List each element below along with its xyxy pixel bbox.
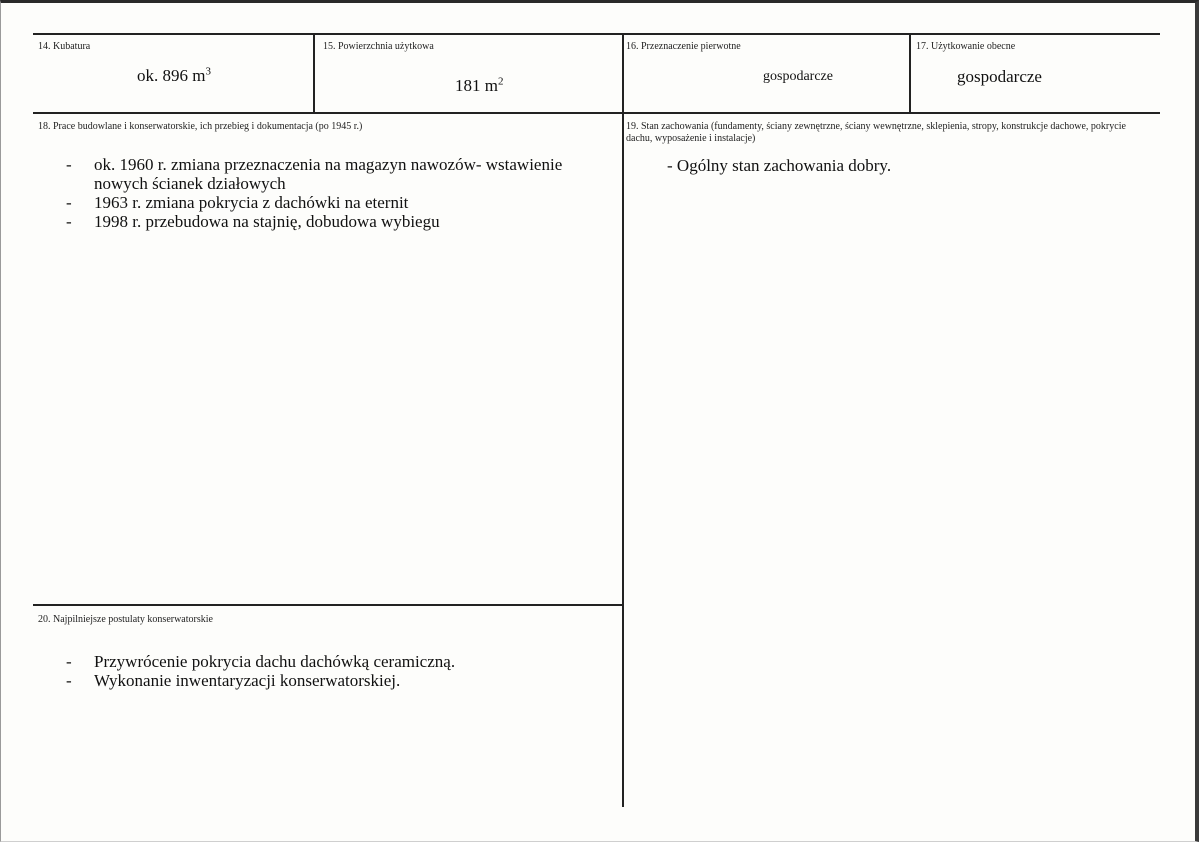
list-item: - 1963 r. zmiana pokrycia z dachówki na eternit xyxy=(66,193,409,212)
list-item: - Przywrócenie pokrycia dachu dachówką ceramiczną. xyxy=(66,652,456,671)
powierzchnia-text: 181 m xyxy=(455,76,498,95)
field-19-label: 19. Stan zachowania (fundamenty, ściany zewnętrzne, ściany wewnętrzne, sklepienia, stropy, konstrukcje dachowe, pokrycie dachu, wyposażenie i instalacje) xyxy=(626,121,1126,144)
field-20-list xyxy=(66,652,586,690)
field-18-label: 18. Prace budowlane i konserwatorskie, ich przebieg i dokumentacja (po 1945 r.) xyxy=(38,121,363,132)
field-16-label: 16. Przeznaczenie pierwotne xyxy=(626,41,741,52)
field-14-value xyxy=(137,66,211,86)
field-17-label: 17. Użytkowanie obecne xyxy=(916,41,1016,52)
powierzchnia-exponent: 2 xyxy=(497,75,504,88)
field-15-value xyxy=(455,76,503,96)
field-16-value: gospodarcze xyxy=(763,69,833,84)
col-divider-15 xyxy=(313,33,315,114)
field-20-label: 20. Najpilniejsze postulaty konserwatorskie xyxy=(38,614,213,625)
list-item: - ok. 1960 r. zmiana przeznaczenia na magazyn nawozów- wstawienie nowych ścianek działowych xyxy=(66,155,563,193)
field-18-list xyxy=(66,155,586,231)
top-rule xyxy=(33,33,1160,35)
kubatura-exponent: 3 xyxy=(205,65,211,78)
col-divider-main xyxy=(622,33,624,807)
field-14-label: 14. Kubatura xyxy=(38,41,91,52)
list-item: - Wykonanie inwentaryzacji konserwatorskiej. xyxy=(66,671,401,690)
field-15-label: 15. Powierzchnia użytkowa xyxy=(323,41,434,52)
field-17-value: gospodarcze xyxy=(957,67,1042,86)
field-19-value: - Ogólny stan zachowania dobry. xyxy=(667,156,892,175)
col-divider-17 xyxy=(909,33,911,114)
list-item: - 1998 r. przebudowa na stajnię, dobudowa wybiegu xyxy=(66,212,440,231)
row-divider-1 xyxy=(33,112,1160,114)
row-divider-20 xyxy=(33,604,624,606)
kubatura-text: ok. 896 m xyxy=(137,66,206,85)
